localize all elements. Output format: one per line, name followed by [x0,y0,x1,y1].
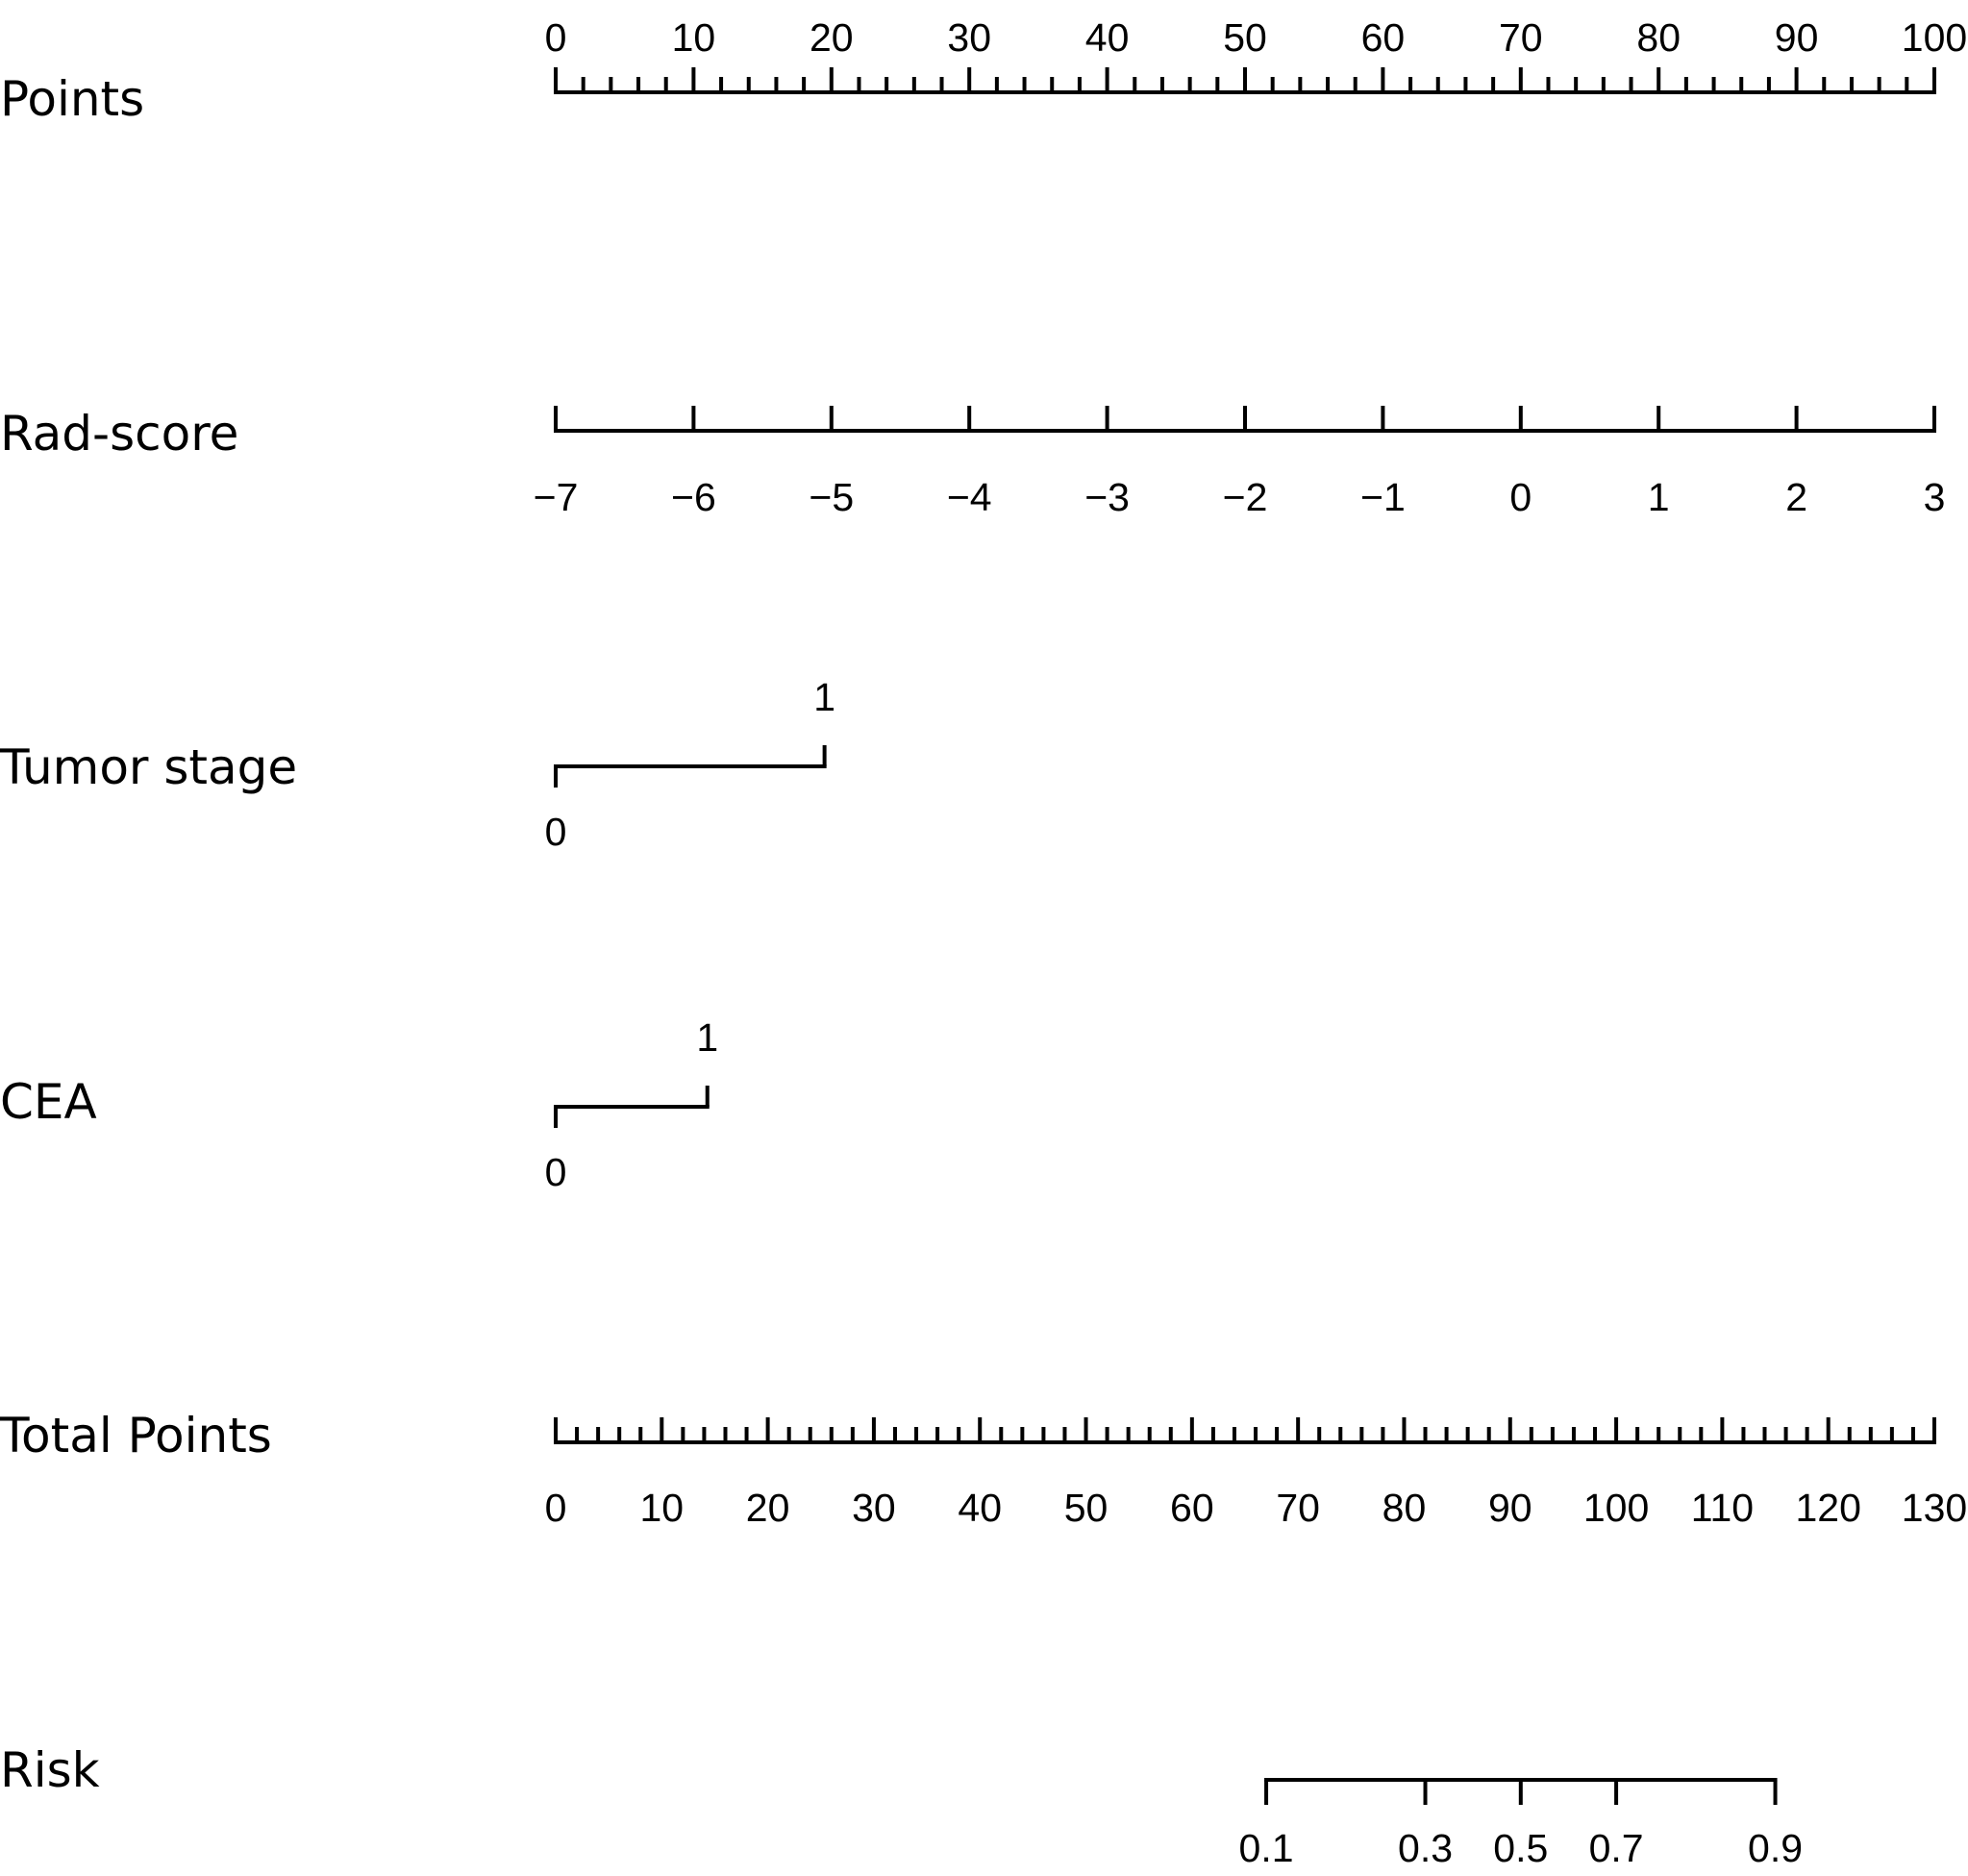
radscore-tick-label: −7 [533,475,579,519]
total-points-tick-label: 20 [745,1486,790,1530]
row-label-points: Points [0,71,145,127]
total-points-tick-label: 70 [1276,1486,1320,1530]
risk-tick-label: 0.5 [1493,1826,1549,1870]
tumor-stage-category-label: 1 [813,675,836,719]
cea-category-label: 1 [696,1015,719,1060]
total-points-tick-label: 10 [639,1486,685,1530]
radscore-tick-label: 2 [1785,475,1808,519]
row-label-tumor-stage: Tumor stage [0,739,298,795]
row-label-rad-score: Rad-score [0,406,239,462]
radscore-tick-label: −1 [1360,475,1406,519]
points-tick-label: 70 [1498,15,1543,60]
risk-tick-label: 0.1 [1238,1826,1294,1870]
points-tick-label: 60 [1360,15,1406,60]
row-label-cea: CEA [0,1074,97,1130]
radscore-tick-label: −6 [671,475,716,519]
row-label-total-points: Total Points [0,1408,272,1463]
points-tick-label: 100 [1901,15,1968,60]
total-points-tick-label: 90 [1487,1486,1532,1530]
total-points-tick-label: 110 [1690,1486,1755,1530]
points-tick-label: 30 [947,15,992,60]
total-points-tick-label: 100 [1582,1486,1650,1530]
total-points-tick-label: 60 [1170,1486,1214,1530]
risk-tick-label: 0.3 [1398,1826,1454,1870]
total-points-tick-label: 30 [852,1486,896,1530]
tumor-stage-category-label: 0 [544,810,567,854]
radscore-tick-label: 0 [1509,475,1532,519]
radscore-tick-label: 1 [1647,475,1670,519]
total-points-tick-label: 120 [1795,1486,1861,1530]
points-tick-label: 10 [671,15,716,60]
radscore-tick-label: −3 [1084,475,1130,519]
points-tick-label: 40 [1084,15,1130,60]
radscore-tick-label: −4 [946,475,992,519]
points-tick-label: 0 [544,15,567,60]
points-tick-label: 20 [809,15,854,60]
row-label-risk: Risk [0,1742,100,1798]
radscore-tick-label: −5 [809,475,855,519]
row-labels [0,71,297,1798]
points-tick-label: 80 [1636,15,1682,60]
radscore-tick-label: 3 [1923,475,1946,519]
cea-category-label: 0 [544,1150,567,1194]
chart-marks [534,15,1968,1870]
total-points-tick-label: 40 [958,1486,1003,1530]
total-points-tick-label: 130 [1901,1486,1968,1530]
points-tick-label: 50 [1223,15,1267,60]
points-tick-label: 90 [1774,15,1819,60]
total-points-tick-label: 80 [1382,1486,1427,1530]
total-points-tick-label: 0 [544,1486,567,1530]
radscore-tick-label: −2 [1222,475,1268,519]
total-points-tick-label: 50 [1063,1486,1109,1530]
risk-tick-label: 0.7 [1588,1826,1644,1870]
risk-tick-label: 0.9 [1748,1826,1804,1870]
